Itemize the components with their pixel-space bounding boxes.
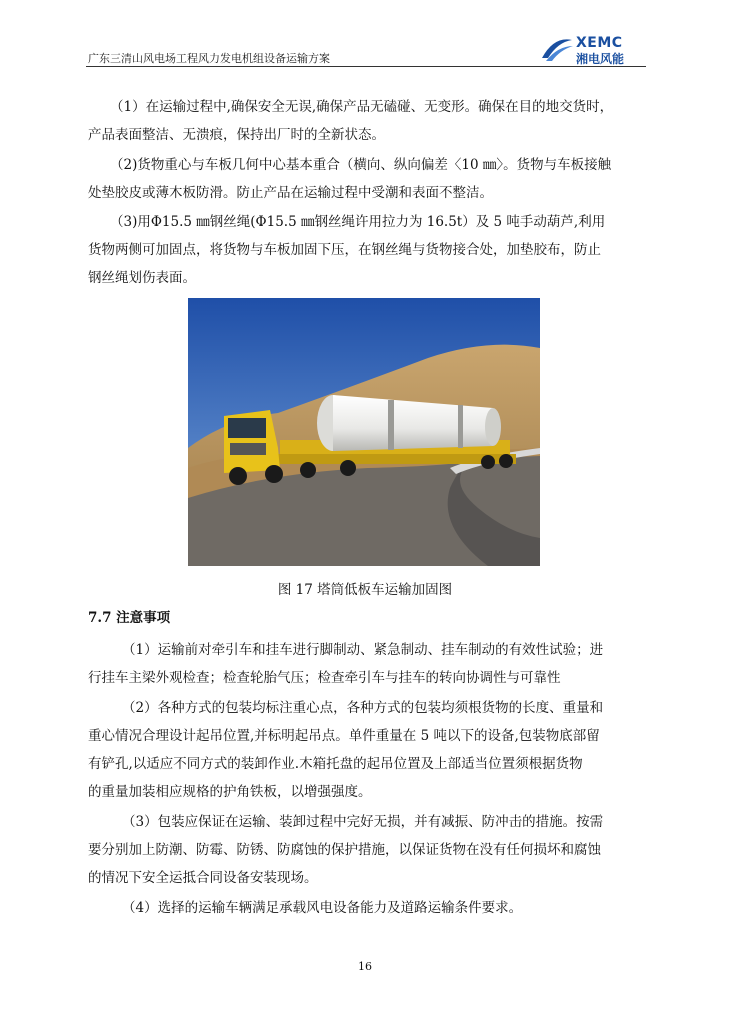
body-line: 处垫胶皮或薄木板防滑。防止产品在运输过程中受潮和表面不整洁。 [88, 185, 493, 201]
logo-swoosh-icon [540, 34, 574, 64]
tower-transport-photo [188, 298, 540, 566]
page-number: 16 [358, 960, 372, 973]
body-line: （4）选择的运输车辆满足承载风电设备能力及道路运输条件要求。 [122, 900, 523, 916]
body-line: 行挂车主梁外观检查；检查轮胎气压；检查牵引车与挂车的转向协调性与可靠性 [88, 670, 561, 686]
body-line: （1）运输前对牵引车和挂车进行脚制动、紧急制动、挂车制动的有效性试验；进 [122, 642, 604, 658]
body-line: （1）在运输过程中,确保安全无误,确保产品无磕碰、无变形。确保在目的地交货时， [110, 99, 614, 115]
body-line: 的情况下安全运抵合同设备安装现场。 [88, 870, 318, 886]
body-line: （2）各种方式的包装均标注重心点，各种方式的包装均须根货物的长度、重量和 [122, 700, 604, 716]
body-line: （3）包装应保证在运输、装卸过程中完好无损，并有减振、防冲击的措施。按需 [122, 814, 604, 830]
body-line: 的重量加装相应规格的护角铁板，以增强强度。 [88, 784, 372, 800]
logo-text-xemc: XEMC [576, 35, 623, 51]
body-line: （2)货物重心与车板几何中心基本重合（横向、纵向偏差〈10 ㎜〉。货物与车板接触 [110, 157, 612, 173]
document-header-title: 广东三清山风电场工程风力发电机组设备运输方案 [88, 52, 330, 65]
body-line: 有铲孔,以适应不同方式的装卸作业.木箱托盘的起吊位置及上部适当位置须根据货物 [88, 756, 583, 772]
body-line: （3)用Φ15.5 ㎜钢丝绳(Φ15.5 ㎜钢丝绳许用拉力为 16.5t）及 5 吨手动葫芦,利用 [110, 214, 606, 230]
body-line: 产品表面整洁、无溃痕，保持出厂时的全新状态。 [88, 127, 385, 143]
figure-caption: 图 17 塔筒低板车运输加固图 [277, 582, 453, 598]
body-line: 钢丝绳划伤表面。 [88, 270, 196, 286]
body-line: 重心情况合理设计起吊位置,并标明起吊点。单件重量在 5 吨以下的设备,包装物底部留 [88, 728, 600, 744]
header-divider [86, 66, 646, 67]
section-heading: 7.7 注意事项 [88, 610, 171, 626]
company-logo [540, 34, 646, 64]
body-line: 货物两侧可加固点，将货物与车板加固下压，在钢丝绳与货物接合处，加垫胶布，防止 [88, 242, 601, 258]
body-line: 要分别加上防潮、防霉、防锈、防腐蚀的保护措施，以保证货物在没有任何损坏和腐蚀 [88, 842, 601, 858]
logo-text-chinese: 湘电风能 [576, 52, 625, 66]
